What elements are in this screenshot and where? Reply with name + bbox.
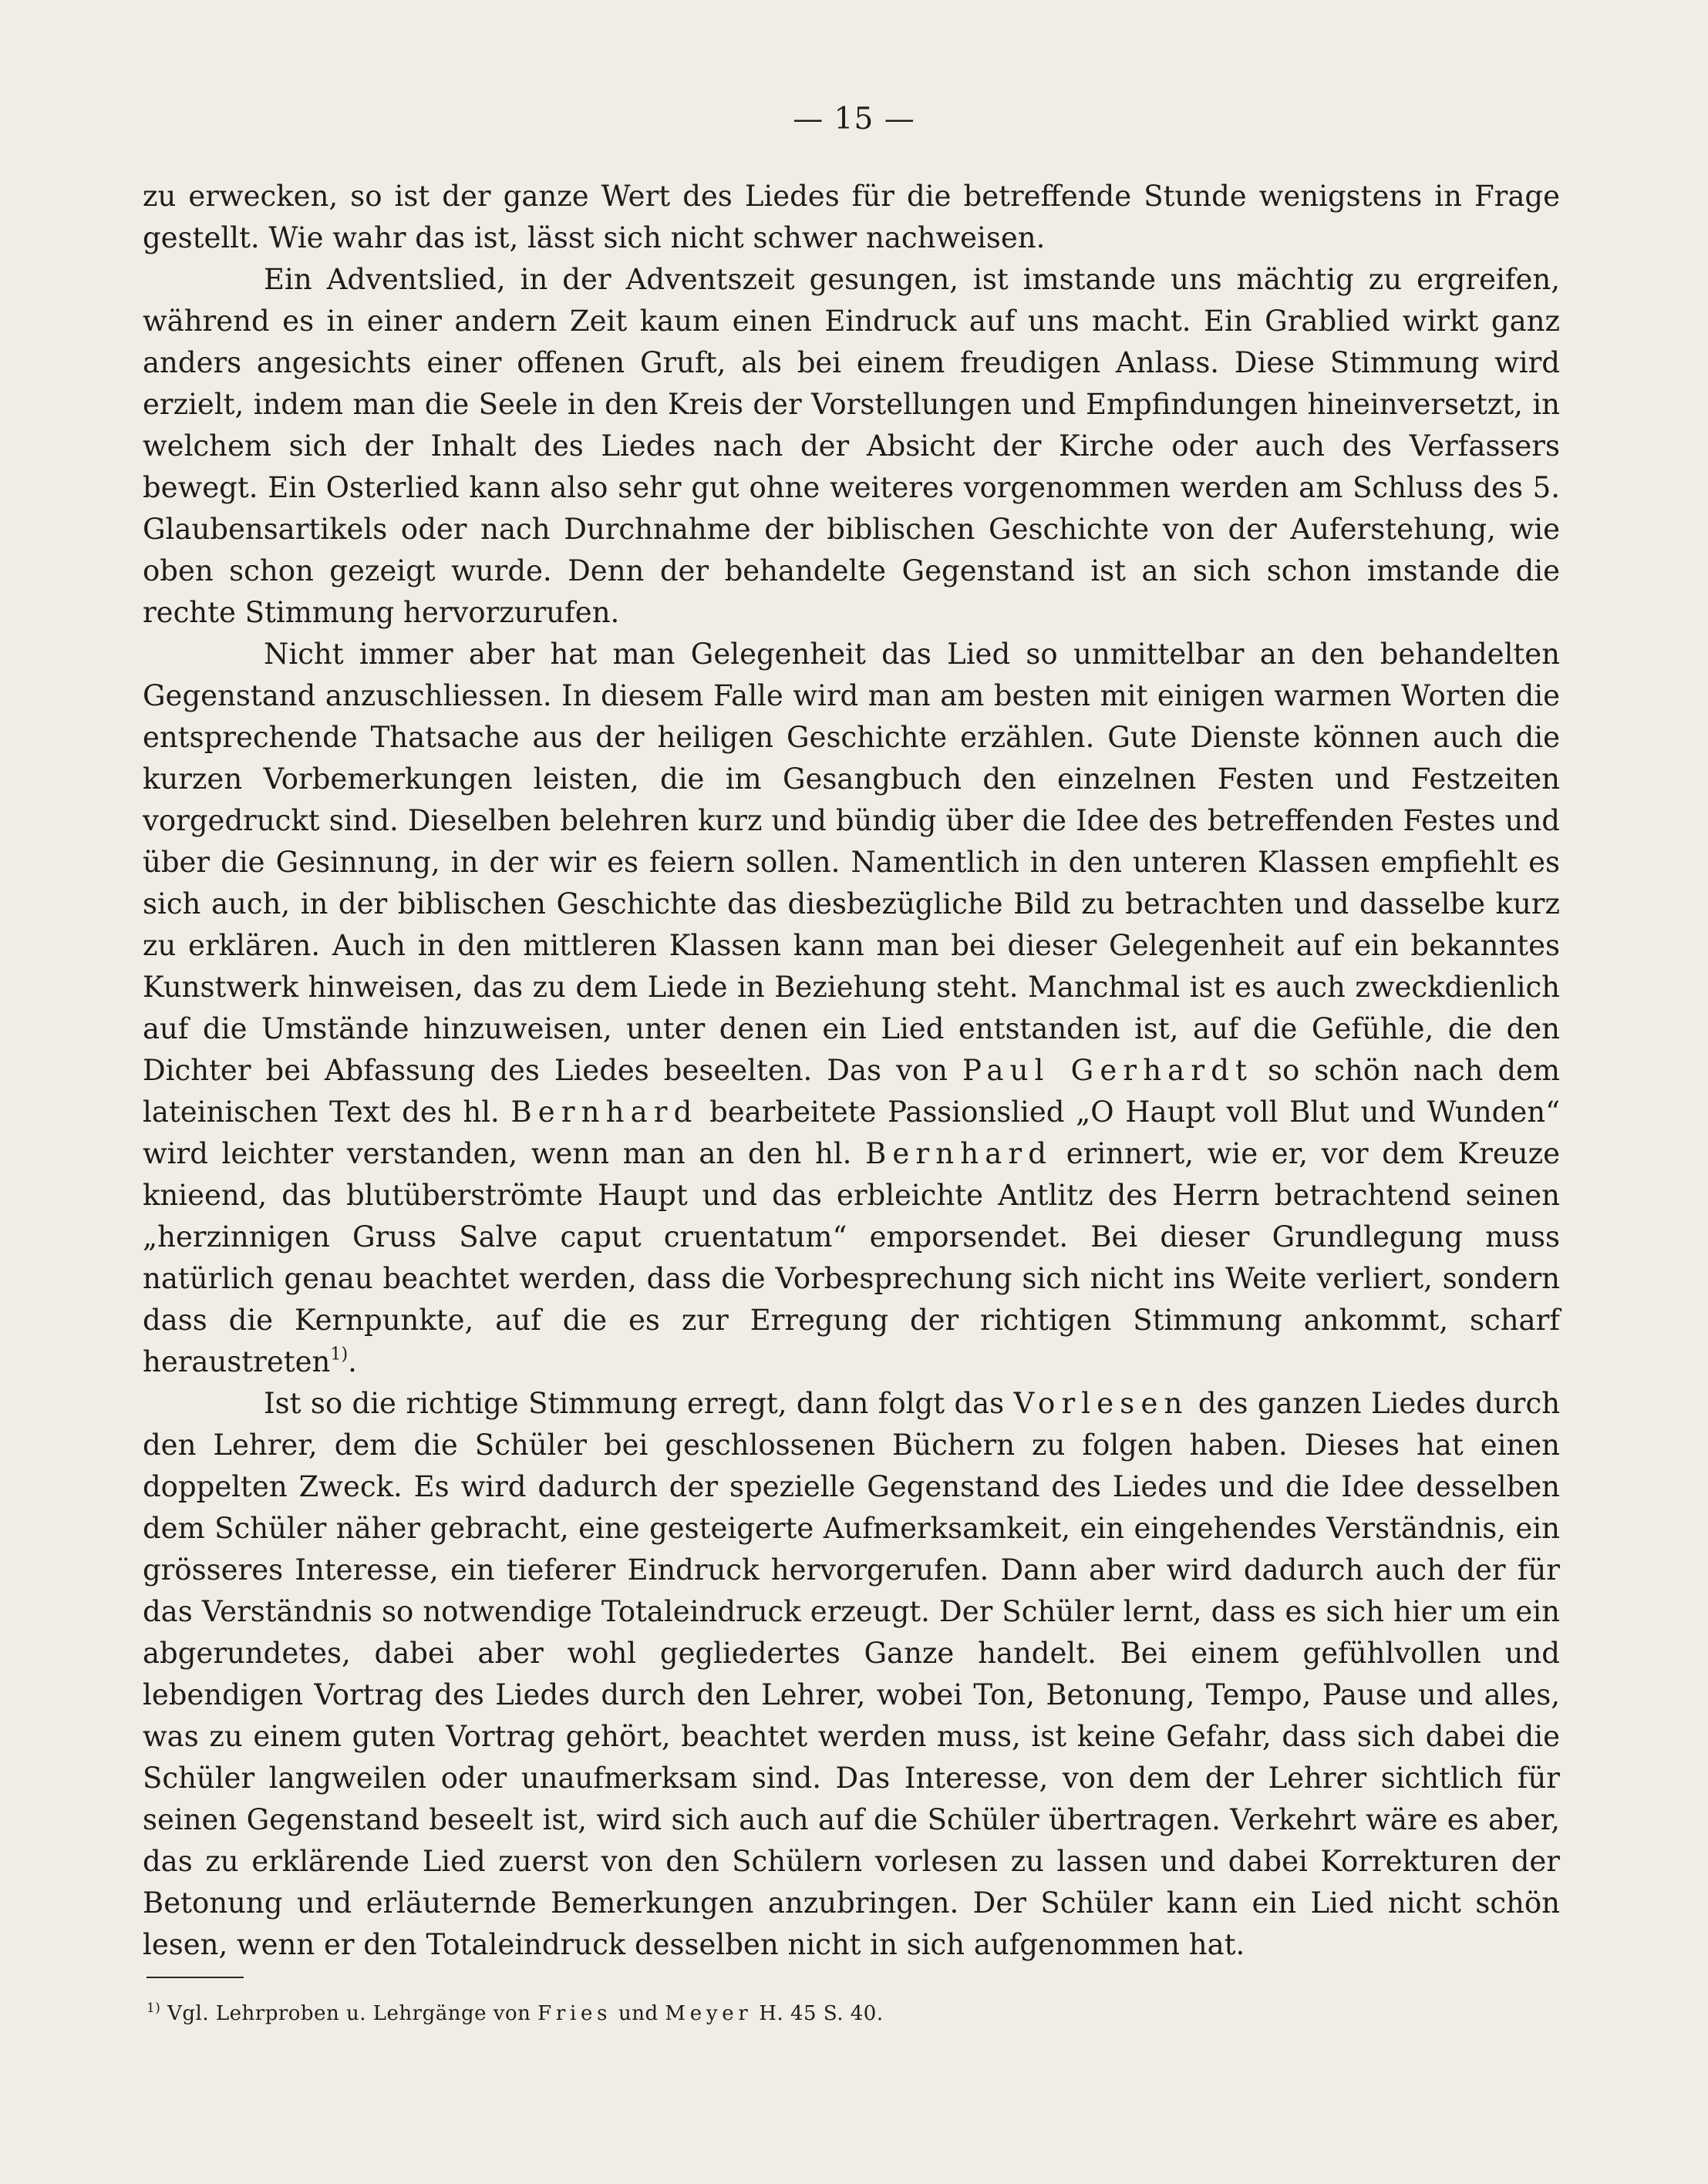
paragraph-3-part-d: erinnert, wie er, vor dem Kreuze knieend, das blutüberströmte Haupt und das erbleichte Antlitz des Herrn betrachtend seinen „herzinnigen Gruss Salve caput cruentatum“ emporsendet. Bei dieser Grundlegung muss natürlich genau beachtet werden, dass die Vorbesprechung sich nicht ins Weite verliert, sondern dass die Kernpunkte, auf die es zur Erregung der richtigen Stimmung ankommt, scharf heraustreten [143,1137,1560,1378]
footnote-mark: 1) [147,1999,161,2015]
author-name-bernhard: Bernhard [510,1095,699,1129]
paragraph-4-part-a: Ist so die richtige Stimmung erregt, dann folgt das [264,1387,1005,1420]
footnote-part-b: und [618,2002,659,2025]
footnote-part-c: H. 45 S. 40. [759,2002,884,2025]
footnote-reference: 1) [330,1344,349,1365]
paragraph-3-part-e: . [348,1345,357,1378]
footnote-name-fries: Fries [537,2002,612,2025]
page-number: — 15 — [793,102,915,136]
paragraph-4-part-b: des ganzen Liedes durch den Lehrer, dem die Schüler bei geschlossenen Büchern zu folgen haben. Dieses hat einen doppelten Zweck. Es wird dadurch der spezielle Gegenstand des Liedes und die Idee desselben dem Schüler näher gebracht, eine gesteigerte Aufmerksamkeit, ein eingehendes Verständnis, ein grösseres Interesse, ein tieferer Eindruck hervorgerufen. Dann aber wird dadurch auch der für das Verständnis so notwendige Totaleindruck erzeugt. Der Schüler lernt, dass es sich hier um ein abgerundetes, dabei aber wohl gegliedertes Ganze handelt. Bei einem gefühlvollen und lebendigen Vortrag des Liedes durch den Lehrer, wobei Ton, Betonung, Tempo, Pause und alles, was zu einem guten Vortrag gehört, beachtet werden muss, ist keine Gefahr, dass sich dabei die Schüler langweilen oder unaufmerksam sind. Das Interesse, von dem der Lehrer sichtlich für seinen Gegenstand beseelt ist, wird sich auch auf die Schüler übertragen. Verkehrt wäre es aber, das zu erklärende Lied zuerst von den Schülern vorlesen zu lassen und dabei Korrekturen der Betonung und erläuternde Bemerkungen anzubringen. Der Schüler kann ein Lied nicht schön lesen, wenn er den Totaleindruck desselben nicht in sich aufgenommen hat. [143,1387,1561,1961]
author-name-bernhard-2: Bernhard [865,1137,1053,1170]
paragraph-2: Ein Adventslied, in der Adventszeit gesungen, ist imstande uns mächtig zu ergreifen, während es in einer andern Zeit kaum einen Eindruck auf uns macht. Ein Grablied wirkt ganz anders angesichts einer offenen Gruft, als bei einem freudigen Anlass. Diese Stimmung wird erzielt, indem man die Seele in den Kreis der Vorstellungen und Empfindungen hineinversetzt, in welchem sich der Inhalt des Liedes nach der Absicht der Kirche oder auch des Verfassers bewegt. Ein Osterlied kann also sehr gut ohne weiteres vorgenommen werden am Schluss des 5. Glaubensartikels oder nach Durchnahme der biblischen Geschichte von der Auferstehung, wie oben schon gezeigt wurde. Denn der behandelte Gegenstand ist an sich schon imstande die rechte Stimmung hervorzurufen. [143,263,1560,629]
term-vorlesen: Vorlesen [1013,1387,1189,1420]
paragraph-1: zu erwecken, so ist der ganze Wert des Liedes für die betreffende Stunde wenigstens in Frage gestellt. Wie wahr das ist, lässt sich nicht schwer nachweisen. [143,180,1560,254]
footnote-name-meyer: Meyer [665,2002,753,2025]
paragraph-3-part-b: so schön nach dem lateinischen Text des hl. [143,1054,1561,1129]
footnote [147,2000,1457,2028]
paragraph-3 [143,634,1560,1383]
footnote-part-a: Vgl. Lehrproben u. Lehrgänge von [167,2002,531,2025]
paragraph-3-part-a: Nicht immer aber hat man Gelegenheit das Lied so unmittelbar an den behandelten Gegenstand anzuschliessen. In diesem Falle wird man am besten mit einigen warmen Worten die entsprechende Thatsache aus der heiligen Geschichte erzählen. Gute Dienste können auch die kurzen Vorbemerkungen leisten, die im Gesangbuch den einzelnen Festen und Festzeiten vorgedruckt sind. Dieselben belehren kurz und bündig über die Idee des betreffenden Festes und über die Gesinnung, in der wir es feiern sollen. Namentlich in den unteren Klassen empfiehlt es sich auch, in der biblischen Geschichte das diesbezügliche Bild zu betrachten und dasselbe kurz zu erklären. Auch in den mittleren Klassen kann man bei dieser Gelegenheit auf ein bekanntes Kunstwerk hinweisen, das zu dem Liede in Beziehung steht. Manchmal ist es auch zweckdienlich auf die Umstände hinzuweisen, unter denen ein Lied entstanden ist, auf die Gefühle, die den Dichter bei Abfassung des Liedes beseelten. Das von [143,638,1560,1087]
paragraph-3-part-c: bearbeitete Passionslied „O Haupt voll Blut und Wunden“ wird leichter verstanden, wenn man an den hl. [143,1095,1561,1170]
footnote-divider [147,1977,244,1978]
paragraph-4 [143,1383,1560,1966]
author-name-paul-gerhardt: Paul Gerhardt [962,1054,1254,1087]
body-text [143,176,1560,1966]
